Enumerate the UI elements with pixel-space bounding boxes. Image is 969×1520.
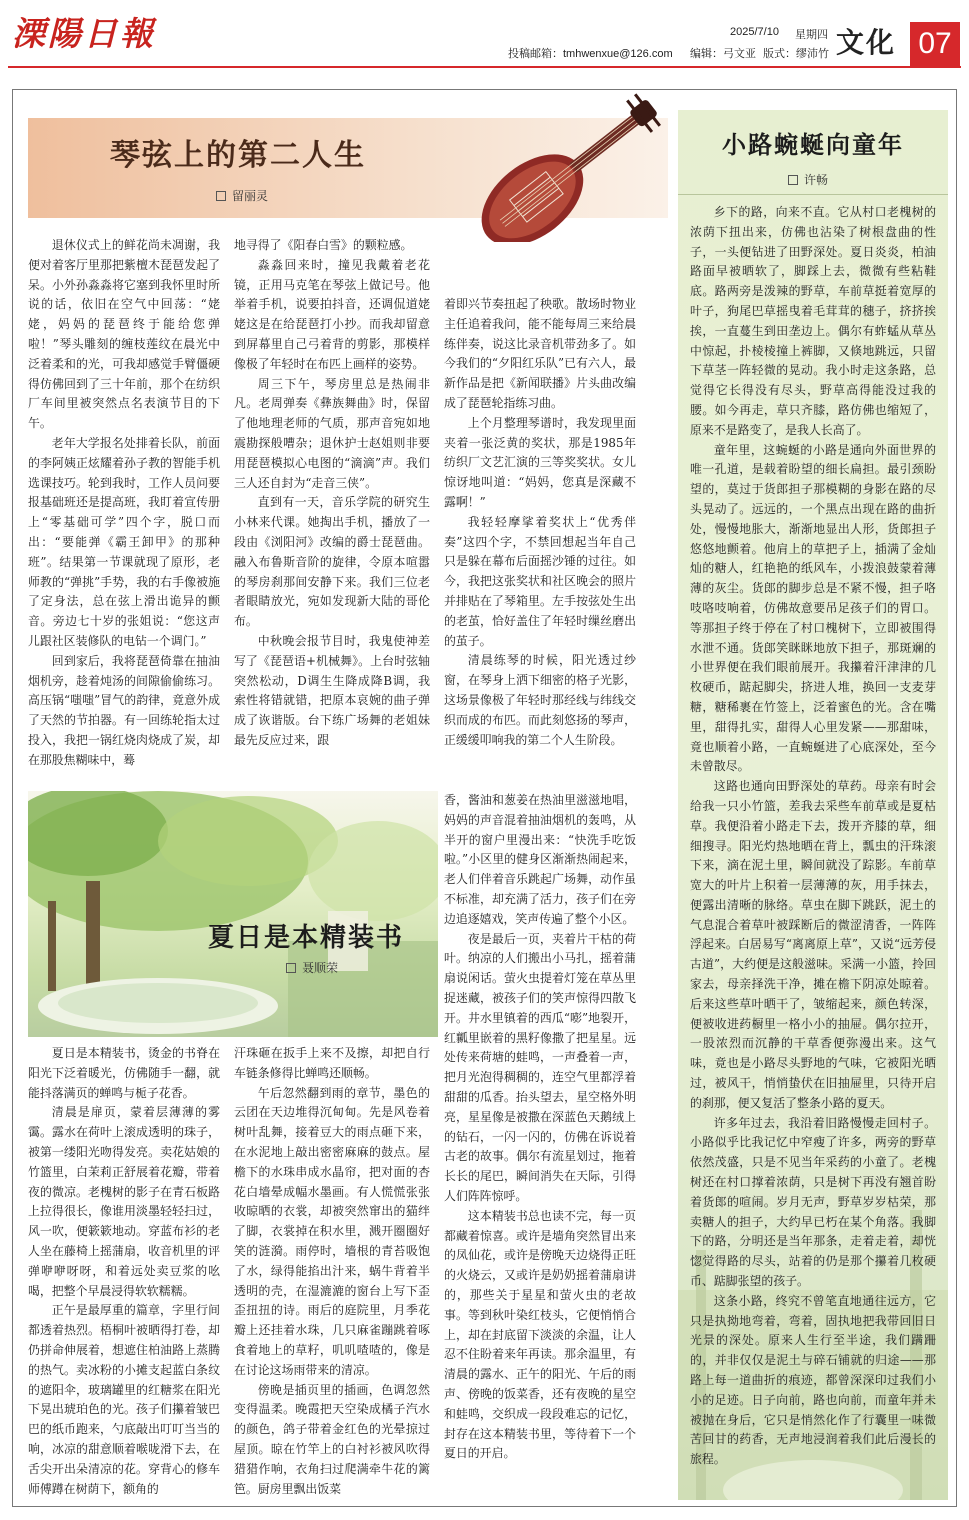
- article2-column-3: [444, 791, 636, 1464]
- issue-date: 2025/7/10: [730, 26, 779, 38]
- byline-box-icon: [216, 191, 226, 201]
- article2-paragraph: 正午是最厚重的篇章，字里行间都透着热烈。梧桐叶被晒得打卷，却仍拼命伸展着，想遮住柏油路上蒸腾的热气。卖冰粉的小摊支起蓝白条纹的遮阳伞，玻璃罐里的红糖浆在阳光下晃出琥珀色的光。孩子们攥着皱巴巴的纸币跑来，勺底敲出叮叮当当的响，冰凉的甜意顺着喉咙滑下去，在舌尖开出朵清凉的花。穿背心的修车师傅蹲在树荫下，额角的: [28, 1303, 220, 1496]
- article3-title: 小路蜿蜒向童年: [722, 131, 904, 159]
- article1-column-3: [444, 295, 636, 750]
- article1-paragraph: 老年大学报名处排着长队，前面的李阿姨正炫耀着孙子教的智能手机选课技巧。轮到我时，工作人员问要报基础班还是提高班，我盯着宣传册上“零基础可学”四个字，脱口而出：“要能弹《霸王卸甲》的那种班”。结果第一节课就现了原形，老师教的“弹挑”手势，我的右手像被施了定身法，总在弦上滑出诡异的颤音。旁边七十岁的张姐说：“您这声儿跟社区装修队的电钻一个调门。”: [28, 435, 220, 648]
- article2-title: 夏日是本精装书: [208, 923, 405, 953]
- article3-paragraph: 童年里，这蜿蜒的小路是通向外面世界的唯一孔道，是载着盼望的细长扁担。最引颈盼望的，莫过于货郎担子那模糊的身影在路的尽头晃动了。远远的，一个黑点出现在路的曲折处，慢慢地胀大，渐渐地显出人形，货郎担子悠悠地颤着。他肩上的草把子上，插满了金灿灿的糖人，红艳艳的纸风车，小拨浪鼓蒙着薄薄的灰尘。货郎的脚步总是不紧不慢，担子咯吱咯吱响着，仿佛故意要吊足孩子们的胃口。等那担子终于停在了村口槐树下，立即被围得水泄不通。货郎笑眯眯地放下担子，那斑斓的小世界便在我们眼前展开。我攥着汗津津的几枚硬币，踮起脚尖，挤进人堆，换回一支麦芽糖，糖稀裹在竹签上，泛着蜜色的光。含在嘴里，甜得扎实，甜得人心里发紧——那甜味，竟也顺着小路，一直蜿蜒进了心底深处，至今未曾散尽。: [690, 442, 936, 774]
- summer-park-illustration: [28, 791, 438, 1037]
- article1-author: 留丽灵: [232, 189, 269, 203]
- article2-paragraph: 夏日是本精装书，烫金的书脊在阳光下泛着暖光，仿佛随手一翻，就能抖落满页的蝉鸣与栀子花香。: [28, 1046, 220, 1100]
- article1-paragraph: 回到家后，我将琵琶倚靠在抽油烟机旁，趁着炖汤的间隙偷偷练习。高压锅“嗤嗤”冒气的韵律，竟意外成了天然的节拍器。有一回练轮指太过投入，我把一锅红烧肉烧成了炭，却在那股焦糊味中，蓦: [28, 653, 220, 767]
- article3-paragraph: 许多年过去，我沿着旧路慢慢走回村子。小路似乎比我记忆中窄瘦了许多，两旁的野草依然茂盛，只是不见当年采药的小童了。老槐树还在村口撑着浓荫，只是树下再没有翘首盼着货郎的喧闹。岁月无声，野草岁岁枯荣，那卖糖人的担子，大约早已朽在某个角落。我脚下的路，分明还是当年那条，走着走着，却恍惚觉得路的尽头，站着的仍是那个攥着几枚硬币、踮脚张望的孩子。: [690, 1115, 936, 1289]
- article2-paragraph: 香，酱油和葱姜在热油里滋滋地唱，妈妈的声音混着抽油烟机的轰鸣，从半开的窗户里漫出来：“快洗手吃饭啦。”小区里的健身区渐渐热闹起来，老人们伴着音乐跳起广场舞，动作虽不标准，却充满了活力，孩子们在旁边追逐嬉戏，笑声传遍了整个小区。: [444, 793, 636, 926]
- article2-byline: [286, 960, 338, 976]
- article1-paragraph: 直到有一天，音乐学院的研究生小林来代课。她掏出手机，播放了一段由《浏阳河》改编的爵士琵琶曲。融入布鲁斯音阶的旋律，令原本喧嚣的琴房刹那间安静下来。我们三位老者眼睛放光，宛如发现新大陆的哥伦布。: [234, 495, 430, 629]
- header-rule: [8, 66, 961, 68]
- article2-column-1: [28, 1044, 220, 1499]
- article1-paragraph: 淼淼回来时，撞见我戴着老花镜，正用马克笔在琴弦上做记号。他举着手机，说要拍抖音，还调侃道姥姥这是在给琵琶打小抄。而我却留意到屏幕里自己弓着背的剪影，那模样像极了年轻时在布匹上画样的姿势。: [234, 257, 430, 371]
- article1-title: 琴弦上的第二人生: [110, 138, 366, 173]
- article2-column-2: [234, 1044, 430, 1499]
- article1-paragraph: 清晨练琴的时候，阳光透过纱窗，在琴身上洒下细密的格子光影，这场景像极了年轻时那经线与纬线交织而成的布匹。而此刻悠扬的琴声，正缓缓叩响我的第二个人生阶段。: [444, 653, 636, 747]
- article2-author: 聂顺荣: [302, 961, 339, 975]
- article2-paragraph: 汗珠砸在扳手上来不及擦，却把自行车链条修得比蝉鸣还顺畅。: [234, 1046, 430, 1080]
- section-title: 文化: [836, 26, 897, 59]
- article1-paragraph: 我轻轻摩挲着奖状上“优秀伴奏”这四个字，不禁回想起当年自己只是躲在幕布后面摇沙锤的过往。如今，我把这张奖状和社区晚会的照片并排贴在了琴箱里。左手按弦处生出的老茧，恰好盖住了年轻时缫丝磨出的茧子。: [444, 514, 636, 648]
- article2-paragraph: 这本精装书总也读不完，每一页都藏着惊喜。或许是墙角突然冒出来的凤仙花，或许是傍晚天边烧得正旺的火烧云，又或许是奶奶摇着蒲扇讲的，那些关于星星和萤火虫的老故事。等到秋叶染红枝头，它便悄悄合上，却在封底留下淡淡的余温，让人忍不住盼着来年再读。那余温里，有清晨的露水、正午的阳光、午后的雨声、傍晚的饭菜香，还有夜晚的星空和蛙鸣，交织成一段段难忘的记忆，封存在这本精装书里，等待着下一个夏日的开启。: [444, 1208, 636, 1461]
- submission-email: 投稿邮箱：tmhwenxue@126.com: [508, 48, 673, 60]
- article1-paragraph: 中秋晚会报节目时，我鬼使神差写了《琵琶语+机械舞》。上台时弦轴突然松动，D调生生降成降B调，我索性将错就错，把原本哀婉的曲子弹成了诙谐版。台下练广场舞的老姐妹最先反应过来，跟: [234, 633, 430, 747]
- article1-paragraph: 地寻得了《阳春白雪》的颗粒感。: [234, 238, 413, 252]
- pipa-illustration: [440, 92, 680, 242]
- article3-author: 许畅: [804, 173, 829, 187]
- article3-column: [690, 203, 936, 1470]
- article1-column-1: [28, 236, 220, 771]
- article1-paragraph: 周三下午，琴房里总是热闹非凡。老周弹奏《彝族舞曲》时，保留了他地理老师的气质，那声音宛如地震勘探般嘈杂；退休护士赵姐则非要用琵琶模拟心电图的“滴滴”声。我们三人还自封为“走音三侠”。: [234, 376, 430, 490]
- article3-paragraph: 乡下的路，向来不直。它从村口老槐树的浓荫下扭出来，仿佛也沾染了树根盘曲的性子，一头便钻进了田野深处。夏日炎炎，柏油路面早被晒软了，脚踩上去，微微有些粘鞋底。路两旁是泼辣的野草，车前草挺着宽厚的叶子，狗尾巴草摇曳着毛茸茸的穗子，挤挤挨挨，一直蔓生到田垄边上。偶尔有蚱蜢从草丛中惊起，扑棱棱撞上裤脚，又倏地跳远，只留下草茎一阵轻微的晃动。我小时走这条路，总觉得它长得没有尽头，野草高得能没过我的腰。如今再走，草只齐膝，路仿佛也缩短了，原来不是路变了，是我人长高了。: [690, 205, 936, 437]
- article3-byline: [788, 172, 828, 188]
- article3-title-rule: [678, 194, 948, 195]
- byline-box-icon: [788, 175, 798, 185]
- article2-paragraph: 夜是最后一页，夹着片干枯的荷叶。纳凉的人们搬出小马扎，摇着蒲扇说闲话。萤火虫提着灯笼在草丛里捉迷藏，被孩子们的笑声惊得四散飞开。井水里镇着的西瓜“嘭”地裂开，红瓤里嵌着的黑籽像撒了把星星。远处传来荷塘的蛙鸣，一声叠着一声，把月光泡得稠稠的，连空气里都浮着甜甜的瓜香。抬头望去，星空格外明亮，星星像是被撒在深蓝色天鹅绒上的钻石，一闪一闪的，仿佛在诉说着古老的故事。偶尔有流星划过，拖着长长的尾巴，瞬间消失在天际，引得人们阵阵惊呼。: [444, 931, 636, 1203]
- article3-paragraph: 这路也通向田野深处的草药。母亲有时会给我一只小竹篮，差我去采些车前草或是夏枯草。我便沿着小路走下去，拨开齐膝的草，细细搜寻。阳光灼热地晒在背上，瓢虫的汗珠滚下来，滴在泥土里，瞬间就没了踪影。车前草宽大的叶片上积着一层薄薄的灰，用手抹去，便露出清晰的脉络。草虫在脚下跳跃，泥土的气息混合着草叶被踩断后的微涩清香，一阵阵浮起来。白居易写“离离原上草”，又说“远芳侵古道”，大约便是这般滋味。采满一小篮，拎回家去，母亲择洗干净，摊在檐下阴凉处晾着。后来这些草叶晒干了，皱缩起来，颜色转深，便被收进药橱里一格小小的抽屉。偶尔拉开，一股浓烈而沉静的干草香便弥漫出来。这气味，竟也是小路尽头野地的气味，它被阳光晒过，被风干，悄悄蛰伏在旧抽屉里，只待开启的刹那，便又复活了整条小路的夏天。: [690, 779, 936, 1110]
- article1-paragraph: 退休仪式上的鲜花尚未凋谢，我便对着客厅里那把紫檀木琵琶发起了呆。小外孙淼淼将它塞到我怀里时所说的话，依旧在空气中回荡：“姥姥，妈妈的琵琶终于能给您弹啦！”琴头雕刻的缠枝莲纹在晨光中泛着柔和的光，可我却感觉手臂僵硬得仿佛回到了三十年前，那个在纺织厂车间里被突然点名表演节目的下午。: [28, 238, 220, 431]
- article1-paragraph: 着即兴节奏扭起了秧歌。散场时物业主任追着我问，能不能每周三来给晨练伴奏，说这比录音机带劲多了。如今我们的“夕阳红乐队”已有六人，最新作品是把《新闻联播》片头曲改编成了琵琶轮指练习曲。: [444, 297, 636, 410]
- article2-paragraph: 傍晚是插页里的插画，色调忽然变得温柔。晚霞把天空染成橘子汽水的颜色，鸽子带着金红色的光晕掠过屋顶。晾在竹竿上的白衬衫被风吹得猎猎作响，衣角扫过爬满牵牛花的篱笆。厨房里飘出饭菜: [234, 1382, 430, 1496]
- designer-credit: 版式：缪沛竹: [763, 48, 829, 60]
- editor-credit: 编辑：弓文亚: [690, 48, 756, 60]
- article3-paragraph: 这条小路，终究不曾笔直地通往远方，它只是执拗地弯着，弯着，固执地把我带回旧日光景的深处。原来人生行至半途，我们蹒跚的，并非仅仅是泥土与碎石铺就的归途——那路上每一道曲折的痕迹，都曾深深印过我们小小的足迹。日子向前，路也向前，而童年并未被抛在身后，它只是悄然化作了行囊里一味微苦回甘的药香，无声地浸润着我们此后漫长的旅程。: [690, 1293, 936, 1467]
- issue-weekday: 星期四: [795, 29, 828, 41]
- page-number: 07: [910, 22, 960, 66]
- article1-byline: [216, 188, 268, 204]
- byline-box-icon: [286, 963, 296, 973]
- newspaper-logo: 溧陽日報: [12, 14, 156, 53]
- article2-paragraph: 午后忽然翻到雨的章节，墨色的云团在天边堆得沉甸甸。先是风卷着树叶乱舞，接着豆大的雨点砸下来，在水泥地上敲出密密麻麻的鼓点。屋檐下的水珠串成水晶帘，把对面的杏花白墙晕成幅水墨画。有人慌慌张张收晾晒的衣裳，却被突然窜出的猫绊了脚，衣裳掉在积水里，溅开圈圈好笑的涟漪。雨停时，墙根的青苔吸饱了水，绿得能掐出汁来，蜗牛背着半透明的壳，在湿漉漉的窗台上写下歪歪扭扭的诗。雨后的庭院里，月季花瓣上还挂着水珠，几只麻雀蹦跳着啄食着地上的草籽，叽叽喳喳的，像是在讨论这场雨带来的清凉。: [234, 1085, 430, 1377]
- article1-paragraph: 上个月整理琴谱时，我发现里面夹着一张泛黄的奖状，那是1985年纺织厂文艺汇演的三等奖奖状。女儿惊讶地叫道：“妈妈，您真是深藏不露啊！”: [444, 415, 636, 509]
- article2-paragraph: 清晨是扉页，蒙着层薄薄的雾霭。露水在荷叶上滚成透明的珠子，被第一缕阳光吻得发亮。卖花姑娘的竹篮里，白茉莉正舒展着花瓣，带着夜的微凉。老槐树的影子在青石板路上拉得很长，像谁用淡墨轻轻扫过，风一吹，便簌簌地动。穿蓝布衫的老人坐在藤椅上摇蒲扇，收音机里的评弹咿咿呀呀，和着远处卖豆浆的吆喝，把整个早晨浸得软软糯糯。: [28, 1105, 220, 1298]
- article1-column-2: [234, 236, 430, 751]
